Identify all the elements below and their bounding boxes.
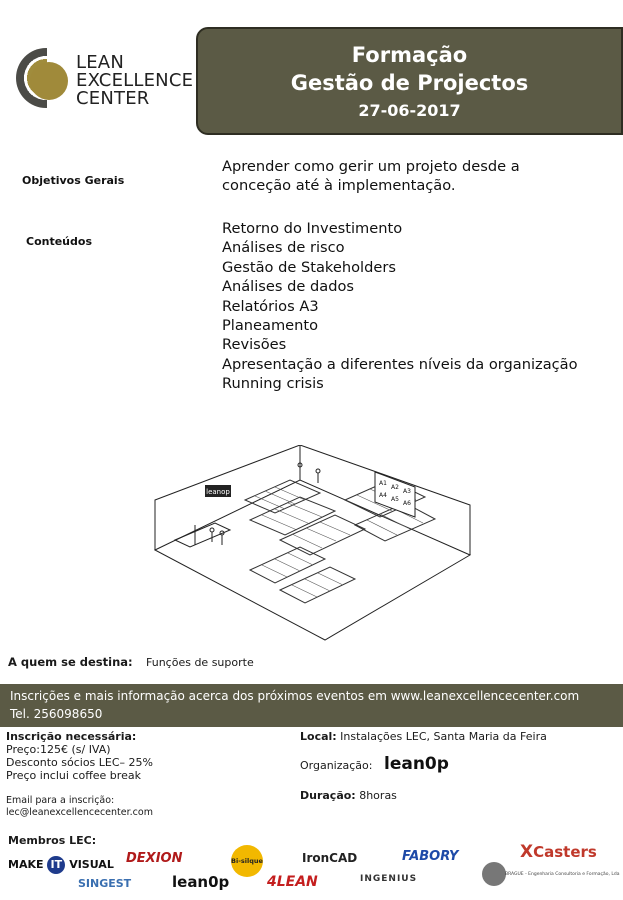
xcasters-text: Casters bbox=[533, 843, 597, 861]
ingenius-logo: INGENIUS bbox=[360, 874, 418, 884]
contents-item: Apresentação a diferentes níveis da organização bbox=[222, 355, 578, 373]
board-label: A2 bbox=[391, 484, 399, 491]
logo-line-1: LEAN bbox=[76, 52, 124, 73]
board-label: A6 bbox=[403, 500, 411, 507]
location-value: Instalações LEC, Santa Maria da Feira bbox=[336, 730, 547, 743]
registration-coffee: Preço inclui coffee break bbox=[6, 769, 141, 782]
contents-item: Relatórios A3 bbox=[222, 297, 319, 315]
event-date: 27-06-2017 bbox=[358, 101, 461, 120]
contents-item: Retorno do Investimento bbox=[222, 220, 403, 237]
logo-line-3: CENTER bbox=[76, 88, 150, 109]
duration-label: Duração: bbox=[300, 789, 356, 802]
target-label: A quem se destina: bbox=[8, 655, 133, 669]
makeit-text-a: MAKE bbox=[8, 858, 44, 871]
objectives-label: Objetivos Gerais bbox=[22, 174, 125, 187]
registration-title: Inscrição necessária: bbox=[6, 730, 137, 743]
registration-price: Preço:125€ (s/ IVA) bbox=[6, 743, 111, 756]
bisilque-logo: Bi-silque bbox=[231, 845, 263, 877]
makeitvisual-logo bbox=[8, 856, 114, 874]
fabory-logo: FABORY bbox=[402, 849, 459, 864]
makeit-circle: IT bbox=[47, 856, 65, 874]
contents-item: Análises de dados bbox=[222, 278, 354, 296]
registration-block bbox=[6, 730, 153, 782]
xcasters-logo: XCasters bbox=[520, 842, 597, 862]
makeit-text-c: VISUAL bbox=[69, 858, 114, 871]
singest-logo: SINGEST bbox=[78, 877, 132, 890]
contents-item: Gestão de Stakeholders bbox=[222, 258, 396, 276]
contents-list bbox=[222, 219, 578, 394]
objectives-line: conceção até à implementação. bbox=[222, 177, 456, 195]
info-band bbox=[0, 684, 623, 727]
4lean-logo: 4LEAN bbox=[267, 874, 318, 890]
email-link[interactable]: lec@leanexcellencecenter.com bbox=[6, 807, 153, 818]
location bbox=[300, 730, 547, 743]
board-label: A3 bbox=[403, 488, 411, 495]
title-line-2: Gestão de Projectos bbox=[290, 71, 529, 95]
contents-item: Análises de risco bbox=[222, 239, 345, 257]
duration bbox=[300, 789, 397, 802]
brague-logo: BRAGUE - Engenharia Consultoria e Formação, Lda bbox=[505, 872, 620, 877]
objectives-line: Aprender como gerir um projeto desde a bbox=[222, 158, 520, 175]
info-band-phone: Tel. 256098650 bbox=[10, 707, 103, 721]
lec-logo-text bbox=[76, 54, 193, 108]
members-label: Membros LEC: bbox=[8, 834, 97, 847]
target-value: Funções de suporte bbox=[146, 656, 254, 669]
title-box bbox=[196, 27, 623, 135]
email-block bbox=[6, 795, 153, 819]
board-label: A4 bbox=[379, 492, 387, 499]
brague-emblem bbox=[482, 862, 506, 886]
board-label: A1 bbox=[379, 480, 387, 487]
leanop-member-logo: lean0p bbox=[172, 873, 230, 891]
contents-item: Running crisis bbox=[222, 375, 324, 393]
email-label: Email para a inscrição: bbox=[6, 795, 115, 806]
duration-value: 8horas bbox=[355, 789, 397, 802]
workshop-illustration bbox=[150, 445, 475, 645]
contents-label: Conteúdos bbox=[26, 235, 92, 248]
contents-item: Revisões bbox=[222, 336, 287, 354]
logo-line-2: EXCELLENCE bbox=[76, 70, 194, 91]
logo-gold-circle bbox=[30, 62, 68, 100]
contents-item: Planeamento bbox=[222, 317, 319, 335]
registration-discount: Desconto sócios LEC– 25% bbox=[6, 756, 153, 769]
objectives-text bbox=[222, 157, 520, 196]
info-band-line-1: Inscrições e mais informação acerca dos próximos eventos em www.leanexcellencecenter.com bbox=[10, 689, 580, 703]
organization-label: Organização: bbox=[300, 759, 373, 772]
location-label: Local: bbox=[300, 730, 337, 743]
title-line-1: Formação bbox=[351, 43, 468, 67]
dexion-logo: DEXION bbox=[126, 851, 183, 866]
board-label: A5 bbox=[391, 496, 399, 503]
ironcad-logo: IronCAD bbox=[302, 851, 358, 865]
leanop-logo: lean0p bbox=[384, 754, 449, 774]
illustration-sign: leanop bbox=[206, 488, 230, 496]
